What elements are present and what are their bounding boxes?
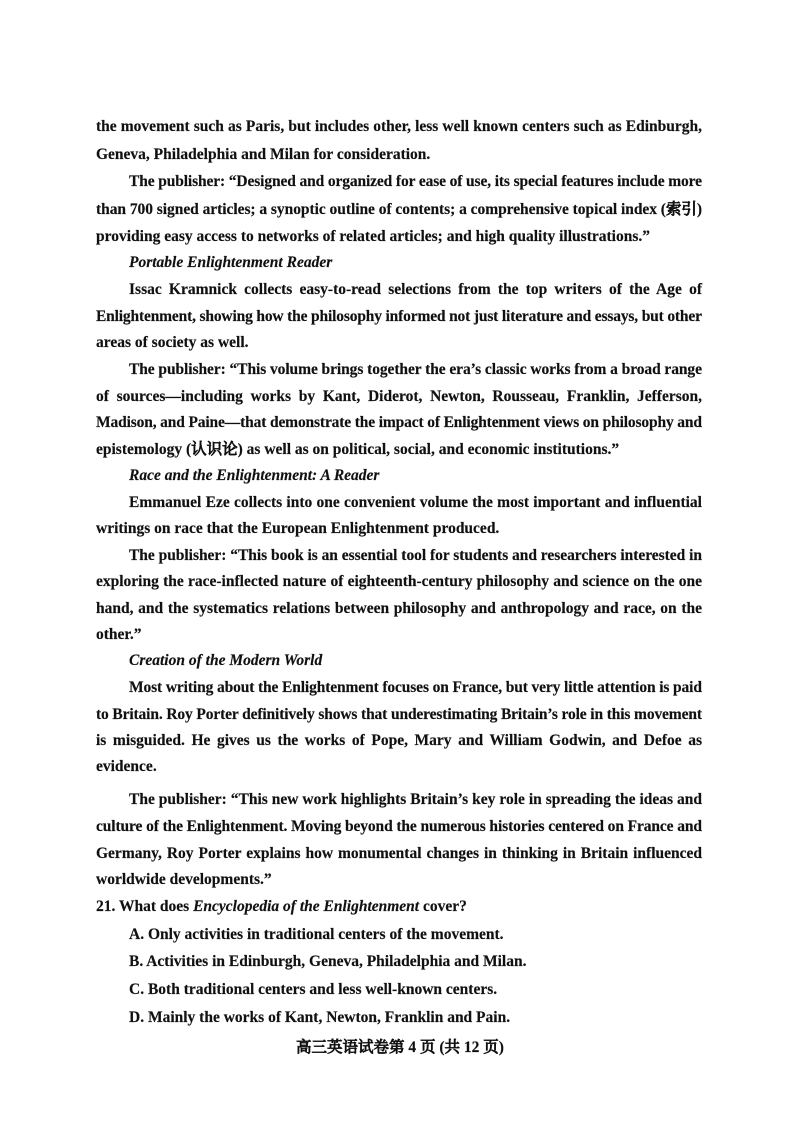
option-a: A. Only activities in traditional centers of the movement. xyxy=(129,926,504,943)
page-footer: 高三英语试卷第 4 页 (共 12 页) xyxy=(296,1039,504,1056)
text-line: other.” xyxy=(96,626,142,643)
question-text: What does Encyclopedia of the Enlightenment cover? xyxy=(118,898,467,915)
text-line: hand, and the systematics relations between philosophy and anthropology and race, on the xyxy=(96,600,702,617)
text-line: Enlightenment, showing how the philosophy informed not just literature and essays, but other xyxy=(96,308,702,325)
text-line: The publisher: “This volume brings together the era’s classic works from a broad range xyxy=(129,361,702,378)
text-line: worldwide developments.” xyxy=(96,871,272,888)
text-line: exploring the race-inflected nature of eighteenth-century philosophy and science on the one xyxy=(96,573,702,590)
option-d: D. Mainly the works of Kant, Newton, Franklin and Pain. xyxy=(129,1009,511,1026)
text-line: Geneva, Philadelphia and Milan for consideration. xyxy=(96,146,431,163)
text-line: Issac Kramnick collects easy-to-read selections from the top writers of the Age of xyxy=(129,281,702,298)
book-title-heading: Portable Enlightenment Reader xyxy=(129,254,333,271)
book-title: Encyclopedia of the Enlightenment xyxy=(193,898,420,915)
text-line: providing easy access to networks of related articles; and high quality illustrations.” xyxy=(96,228,650,245)
text-line: The publisher: “Designed and organized for ease of use, its special features include more xyxy=(129,173,702,190)
option-c: C. Both traditional centers and less well-known centers. xyxy=(129,981,498,998)
option-b: B. Activities in Edinburgh, Geneva, Philadelphia and Milan. xyxy=(129,953,527,970)
book-title-heading: Creation of the Modern World xyxy=(129,652,323,669)
text-line: of sources—including works by Kant, Diderot, Newton, Rousseau, Franklin, Jefferson, xyxy=(96,388,702,405)
text-line: than 700 signed articles; a synoptic outline of contents; a comprehensive topical index (索引) xyxy=(96,201,702,218)
text-line: to Britain. Roy Porter definitively shows that underestimating Britain’s role in this movement xyxy=(96,706,702,723)
text-line: is misguided. He gives us the works of Pope, Mary and William Godwin, and Defoe as xyxy=(96,732,702,749)
question-21 xyxy=(96,897,703,917)
text-line: evidence. xyxy=(96,758,157,775)
book-title-heading: Race and the Enlightenment: A Reader xyxy=(129,467,380,484)
text-line: Most writing about the Enlightenment focuses on France, but very little attention is paid xyxy=(129,679,702,696)
text-line: areas of society as well. xyxy=(96,334,249,351)
text-line: epistemology (认识论) as well as on political, social, and economic institutions.” xyxy=(96,441,620,458)
text-line: Emmanuel Eze collects into one convenient volume the most important and influential xyxy=(129,494,702,511)
text-line: The publisher: “This new work highlights Britain’s key role in spreading the ideas and xyxy=(129,791,702,808)
question-number: 21. xyxy=(96,898,116,915)
text-line: culture of the Enlightenment. Moving beyond the numerous histories centered on France and xyxy=(96,818,702,835)
text-line: Germany, Roy Porter explains how monumental changes in thinking in Britain influenced xyxy=(96,845,702,862)
text-line: Madison, and Paine—that demonstrate the impact of Enlightenment views on philosophy and xyxy=(96,414,702,431)
text-line: The publisher: “This book is an essential tool for students and researchers interested in xyxy=(129,547,702,564)
text-line: writings on race that the European Enlightenment produced. xyxy=(96,520,500,537)
text-line: the movement such as Paris, but includes other, less well known centers such as Edinburgh, xyxy=(96,118,702,135)
